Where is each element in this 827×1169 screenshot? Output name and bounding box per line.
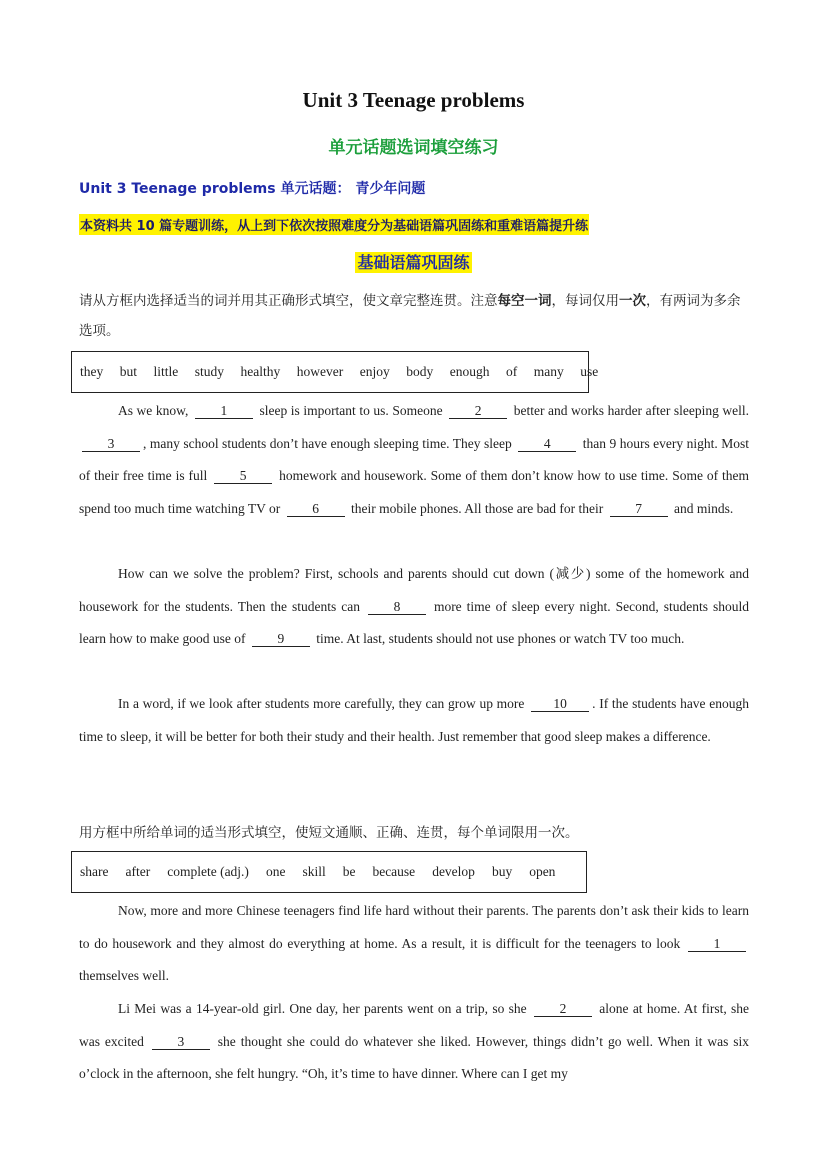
passage-text: . If the students have enough time to sleep, it will be better for both their study and their health. Just remember that good sleep makes a difference. [79,696,749,744]
passage-text: and minds. [674,500,734,516]
answer-blank[interactable]: 6 [287,501,345,517]
word-bank-item: skill [302,864,326,879]
answer-blank[interactable]: 8 [368,599,426,615]
word-bank-item: share [80,864,109,879]
exercise1-paragraph-2 [79,558,749,656]
exercise1-instruction [79,286,751,346]
word-bank-item: develop [432,864,475,879]
answer-blank[interactable]: 5 [214,468,272,484]
exercise2-paragraph-1 [79,895,749,993]
word-bank-item: one [265,864,286,879]
word-bank-1 [71,351,599,393]
word-bank-item: but [119,364,138,379]
instruction-text: 请从方框内选择适当的词并用其正确形式填空，使文章完整连贯。注意 [79,293,498,309]
answer-blank[interactable]: 4 [518,436,576,452]
word-bank-item: because [372,864,416,879]
passage-text: than 9 hours every night. Most of their free time is full [79,435,750,483]
word-bank-item: open [529,864,556,879]
instruction-emphasis: 一次 [619,293,646,309]
word-bank-item: little [153,364,179,379]
answer-blank[interactable]: 2 [534,1001,592,1017]
answer-blank[interactable]: 1 [688,936,746,952]
word-bank-item: they [80,364,104,379]
word-bank-item: of [506,364,518,379]
word-bank-2 [71,851,587,893]
answer-blank[interactable]: 3 [152,1034,210,1050]
page-subtitle: 单元话题选词填空练习 [328,138,499,158]
passage-text: sleep is important to us. Someone [259,403,443,418]
answer-blank[interactable]: 10 [531,696,589,712]
word-bank-item: body [406,364,434,379]
passage-text: more time of sleep every night. Second, students should learn how to make good use of [79,598,749,646]
answer-blank[interactable]: 9 [252,631,310,647]
answer-blank[interactable]: 7 [610,501,668,517]
passage-text: homework and housework. Some of them don’t know how to use time. Some of them spend too much time watching TV or [79,468,750,516]
passage-text: Now, more and more Chinese teenagers find life hard without their parents. The parents don’t ask their kids to learn to do housework and they almost do everything at home. As a result, it is difficult for the teenagers to look [79,903,749,951]
passage-text: their mobile phones. All those are bad for their [350,500,604,516]
word-bank-item: be [342,864,356,879]
exercise2-paragraph-2 [79,993,749,1091]
word-bank-item: however [296,364,344,379]
exercise1-paragraph-1 [79,395,749,525]
answer-blank[interactable]: 2 [449,403,507,419]
word-bank-item: healthy [240,364,281,379]
answer-blank[interactable]: 3 [82,436,140,452]
passage-text: alone at home. At first, she was excited [79,1001,750,1049]
word-bank-item: enough [449,364,490,379]
page-title: Unit 3 Teenage problems [302,88,525,112]
word-bank-item: after [125,864,151,879]
passage-text: time. At last, students should not use phones or watch TV too much. [316,631,685,646]
instruction-text: ，每词仅用 [551,293,619,309]
topic-line: Unit 3 Teenage problems 单元话题： 青少年问题 [79,181,426,197]
answer-blank[interactable]: 1 [195,403,253,419]
word-bank-item: complete (adj.) [167,864,249,879]
passage-text: better and works harder after sleeping well. [513,403,750,418]
notice-banner: 本资料共 10 篇专题训练，从上到下依次按照难度分为基础语篇巩固练和重难语篇提升练 [79,214,589,235]
exercise2-instruction: 用方框中所给单词的适当形式填空，使短文通顺、正确、连贯，每个单词限用一次。 [79,825,579,841]
word-bank-item: enjoy [359,364,390,379]
word-bank-item: many [533,364,564,379]
instruction-emphasis: 每空一词 [497,293,552,309]
passage-text: themselves well. [79,968,169,983]
section-heading-text: 基础语篇巩固练 [357,253,470,272]
instruction-text: ，有两词为多余选项。 [79,293,741,339]
word-bank-item: use [580,364,599,379]
passage-text: Li Mei was a 14-year-old girl. One day, her parents went on a trip, so she [118,1001,527,1016]
word-bank-item: buy [491,864,513,879]
exercise1-paragraph-3 [79,688,749,753]
passage-text: As we know, [118,403,189,418]
section-heading [0,250,827,273]
passage-text: she thought she could do whatever she liked. However, things didn’t go well. When it was six o’clock in the afternoon, she felt hungry. “Oh, it’s time to have dinner. Where can I get my [79,1033,750,1081]
passage-text: , many school students don’t have enough sleeping time. They sleep [143,435,512,451]
word-bank-item: study [194,364,225,379]
passage-text: How can we solve the problem? First, schools and parents should cut down (减少) some of the homework and housework for the students. Then the students can [79,566,749,614]
passage-text: In a word, if we look after students more carefully, they can grow up more [118,696,525,711]
